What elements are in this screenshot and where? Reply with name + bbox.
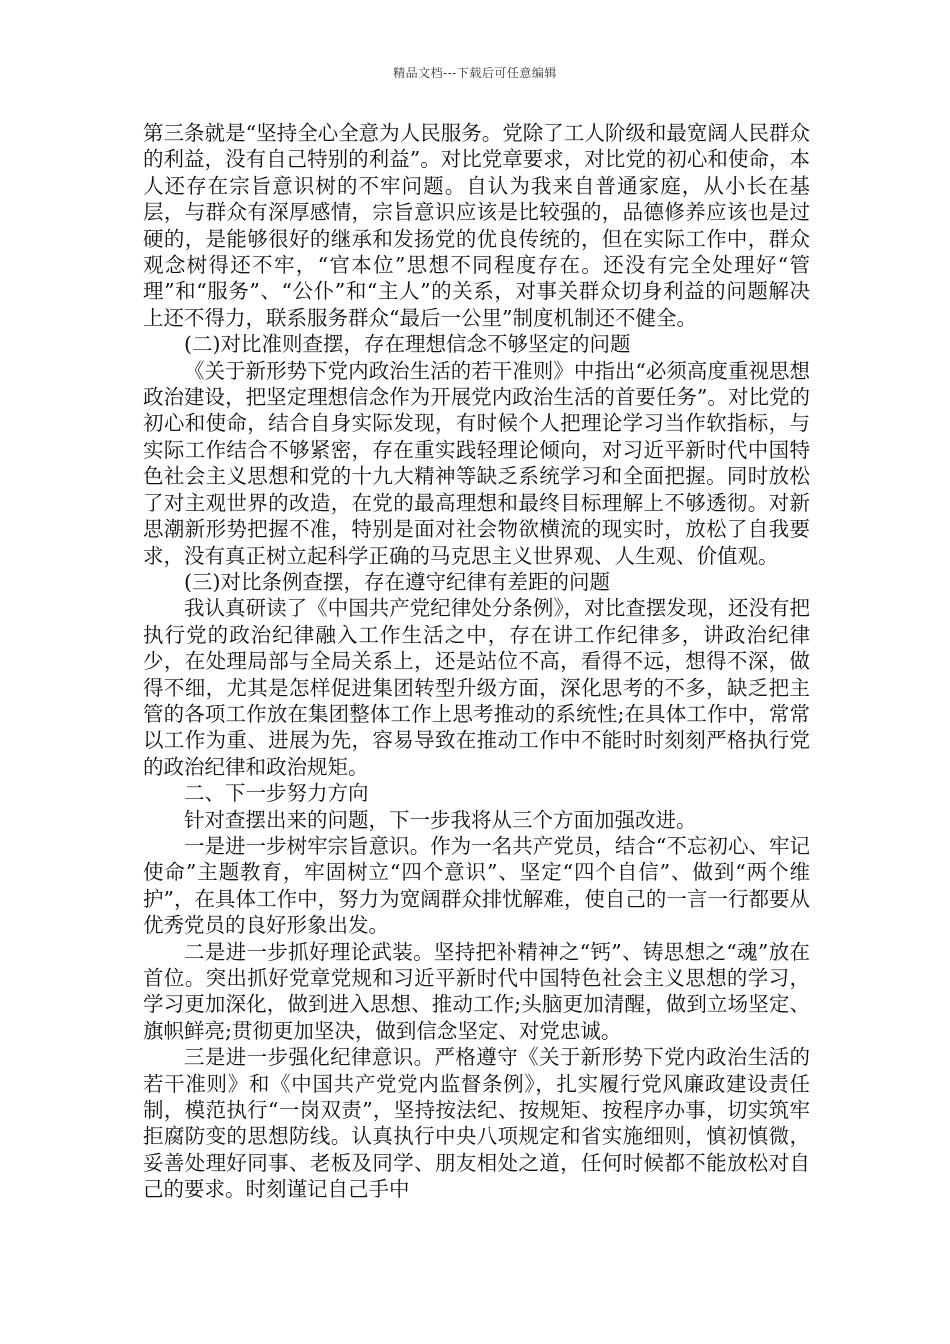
paragraph-3: 我认真研读了《中国共产党纪律处分条例》，对比查摆发现，还没有把执行党的政治纪律融入工作生活之中，存在讲工作纪律多，讲政治纪律少，在处理局部与全局关系上，还是站位不高，看得不远，想得不深，做得不细，尤其是怎样促进集团转型升级方面，深化思考的不多，缺乏把主管的各项工作放在集团整体工作上思考推动的系统性;在具体工作中，常常以工作为重、进展为先，容易导致在推动工作中不能时时刻刻严格执行党的政治纪律和政治规矩。 [143,596,810,779]
paragraph-1: 第三条就是“坚持全心全意为人民服务。党除了工人阶级和最宽阔人民群众的利益，没有自己特别的利益”。对比党章要求，对比党的初心和使命，本人还存在宗旨意识树的不牢问题。自认为我来自普通家庭，从小长在基层，与群众有深厚感情，宗旨意识应该是比较强的，品德修养应该也是过硬的，是能够很好的继承和发扬党的优良传统的，但在实际工作中，群众观念树得还不牢，“官本位”思想不同程度存在。还没有完全处理好“管理”和“服务”、“公仆”和“主人”的关系，对事关群众切身利益的问题解决上还不得力，联系服务群众“最后一公里”制度机制还不健全。 [143,121,810,330]
document-body [143,120,810,1203]
page-header: 精品文档---下载后可任意编辑 [393,66,557,80]
paragraph-point-3: 三是进一步强化纪律意识。严格遵守《关于新形势下党内政治生活的若干准则》和《中国共产党党内监督条例》，扎实履行党风廉政建设责任制，模范执行“一岗双责”，坚持按法纪、按规矩、按程序办事，切实筑牢拒腐防变的思想防线。认真执行中央八项规定和省实施细则，慎初慎微，妥善处理好同事、老板及同学、朋友相处之道，任何时候都不能放松对自己的要求。时刻谨记自己手中 [143,1045,810,1202]
section-heading-2: (二)对比准则查摆，存在理想信念不够坚定的问题 [184,332,631,357]
paragraph-intro: 针对查摆出来的问题，下一步我将从三个方面加强改进。 [184,807,697,832]
section-heading-3: (三)对比条例查摆，存在遵守纪律有差距的问题 [184,569,610,594]
paragraph-point-1: 一是进一步树牢宗旨意识。作为一名共产党员，结合“不忘初心、牢记使命”主题教育，牢固树立“四个意识”、坚定“四个自信”、做到“两个维护”，在具体工作中，努力为宽阔群众排忧解难，使自己的一言一行都要从优秀党员的良好形象出发。 [143,833,810,938]
paragraph-2: 《关于新形势下党内政治生活的若干准则》中指出“必须高度重视思想政治建设，把坚定理想信念作为开展党内政治生活的首要任务”。对比党的初心和使命，结合自身实际发现，有时候个人把理论学习当作软指标，与实际工作结合不够紧密，存在重实践轻理论倾向，对习近平新时代中国特色社会主义思想和党的十九大精神等缺乏系统学习和全面把握。同时放松了对主观世界的改造，在党的最高理想和最终目标理解上不够透彻。对新思潮新形势把握不准，特别是面对社会物欲横流的现实时，放松了自我要求，没有真正树立起科学正确的马克思主义世界观、人生观、价值观。 [143,358,810,568]
section-heading-next-steps: 二、下一步努力方向 [184,781,369,806]
paragraph-point-2: 二是进一步抓好理论武装。坚持把补精神之“钙”、铸思想之“魂”放在首位。突出抓好党章党规和习近平新时代中国特色社会主义思想的学习，学习更加深化，做到进入思想、推动工作;头脑更加清醒，做到立场坚定、旗帜鲜亮;贯彻更加坚决，做到信念坚定、对党忠诚。 [143,939,810,1043]
